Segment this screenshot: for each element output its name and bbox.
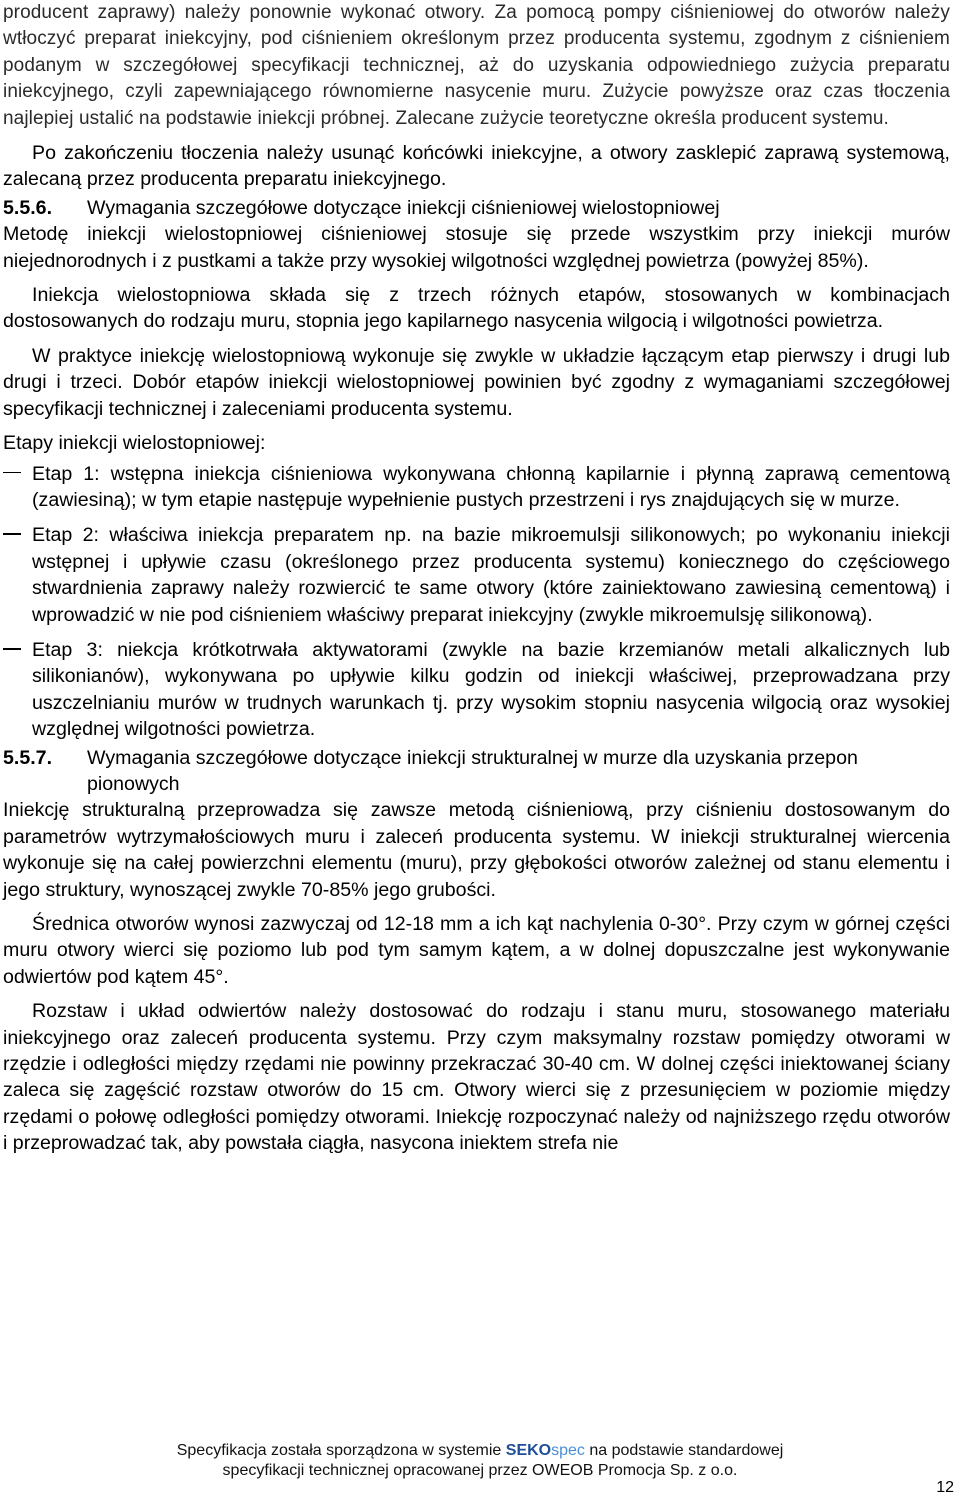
footer-line-2: specyfikacji technicznej opracowanej przez OWEOB Promocja Sp. z o.o. bbox=[222, 1462, 738, 1479]
stages-list bbox=[3, 461, 950, 743]
footer-text: Specyfikacja została sporządzona w systemie bbox=[176, 1442, 502, 1459]
list-item bbox=[3, 637, 950, 743]
stages-list-title: Etapy iniekcji wielostopniowej: bbox=[3, 432, 266, 455]
paragraph-sealing: Po zakończeniu tłoczenia należy usunąć końcówki iniekcyjne, a otwory zasklepić zaprawą systemową, zalecaną przez producenta preparatu iniekcyjnego. bbox=[3, 142, 950, 191]
section-number: 5.5.6. bbox=[3, 196, 53, 219]
section-title: Wymagania szczegółowe dotyczące iniekcji ciśnieniowej wielostopniowej bbox=[87, 196, 720, 219]
paragraph-hole-spacing: Rozstaw i układ odwiertów należy dostosować do rodzaju i stanu muru, stosowanego materiału iniekcyjnego oraz zaleceń producenta systemu. Przy czym maksymalny rozstaw pomiędzy otworami w rzędzie i odległości między rzędami nie powinny przekraczać 30-40 cm. W dolnej części iniektowanej ściany zaleca się zagęścić rozstaw otworów do 15 cm. Otwory wierci się z przesunięciem w poziomie między rzędami o połowę odległości pomiędzy otworami. Iniekcję rozpoczynać należy od najniższego rzędu otworów i przeprowadzać tak, aby powstała ciągła, nasycona iniektem strefa nie bbox=[3, 1000, 950, 1155]
dash-bullet-icon bbox=[3, 461, 32, 514]
brand-seko-logo: SEKO bbox=[505, 1442, 552, 1459]
footer-line-1 bbox=[0, 1441, 960, 1461]
dash-bullet-icon bbox=[3, 522, 32, 628]
section-heading-5-5-6 bbox=[3, 195, 950, 221]
section-title: Wymagania szczegółowe dotyczące iniekcji strukturalnej w murze dla uzyskania przepon pionowych bbox=[87, 746, 858, 795]
stage-text: Etap 1: wstępna iniekcja ciśnieniowa wykonywana chłonną kapilarnie i płynną zaprawą cementową (zawiesiną); w tym etapie następuje wypełnienie pustych przestrzeni i rys znajdujących się w murze. bbox=[32, 462, 950, 511]
stage-text: Etap 3: niekcja krótkotrwała aktywatorami (zwykle na bazie krzemianów metali alkalicznych lub silikonianów), wykonywana po upływie kilku godzin od iniekcji właściwej, przeprowadzana przy uszczelnianiu murów w trudnych warunkach tj. przy wysokim stopniu nasycenia wilgocią oraz wysokiej względnej wilgotności powietrza. bbox=[32, 638, 950, 741]
paragraph-hole-diameter: Średnica otworów wynosi zazwyczaj od 12-18 mm a ich kąt nachylenia 0-30°. Przy czym w górnej części muru otwory wierci się poziomo lub pod tym samym kątem, a w dolnej dopuszczalne jest wykonywanie odwiertów pod kątem 45°. bbox=[3, 913, 950, 988]
section-number: 5.5.7. bbox=[3, 746, 53, 769]
paragraph-stages-intro: Iniekcja wielostopniowa składa się z trzech różnych etapów, stosowanych w kombinacjach dostosowanych do rodzaju muru, stopnia jego kapilarnego nasycenia wilgocią i wilgotności powietrza. bbox=[3, 284, 950, 333]
page-number: 12 bbox=[936, 1479, 954, 1496]
paragraph-practice: W praktyce iniekcję wielostopniową wykonuje się zwykle w układzie łączącym etap pierwszy i drugi lub drugi i trzeci. Dobór etapów iniekcji wielostopniowej powinien być zgodny z wymaganiami szczegółowej specyfikacji technicznej i zaleceniami producenta systemu. bbox=[3, 344, 950, 420]
paragraph-injection-pressure: producent zaprawy) należy ponownie wykonać otwory. Za pomocą pompy ciśnieniowej do otworów należy wtłoczyć preparat iniekcyjny, pod ciśnieniem określonym przez producenta systemu, zgodnym z ciśnieniem podanym w szczegółowej specyfikacji technicznej, aż do uzyskania odpowiedniego zużycia preparatu iniekcyjnego, czyli zapewniającego równomierne nasycenie muru. Zużycie powyższe oraz czas tłoczenia najlepiej ustalić na podstawie iniekcji próbnej. Zalecane zużycie teoretyczne określa producent systemu. bbox=[3, 2, 950, 129]
page-footer bbox=[0, 1441, 960, 1481]
paragraph-structural-injection: Iniekcję strukturalną przeprowadza się zawsze metodą ciśnieniową, przy ciśnieniu dostosowanym do parametrów wytrzymałościowych muru i zaleceń producenta systemu. W iniekcji strukturalnej wiercenia wykonuje się na całej powierzchni elementu (muru), przy głębokości otworów zależnej od stanu elementu i jego struktury, wynoszącej zwykle 70-85% jego grubości. bbox=[3, 799, 950, 901]
dash-bullet-icon bbox=[3, 637, 32, 743]
stage-text: Etap 2: właściwa iniekcja preparatem np. na bazie mikroemulsji silikonowych; po wykonaniu iniekcji wstępnej i upływie czasu (określonego przez producenta systemu) koniecznego do częściowego stwardnienia zaprawy należy rozwiercić te same otwory (które zainiektowano zawiesiną cementową) i wprowadzić w nie pod ciśnieniem właściwy preparat iniekcyjny (zwykle mikroemulsję silikonową). bbox=[32, 524, 950, 626]
footer-text: na podstawie standardowej bbox=[589, 1442, 784, 1459]
list-item bbox=[3, 461, 950, 514]
paragraph-method: Metodę iniekcji wielostopniowej ciśnieniowej stosuje się przede wszystkim przy iniekcji murów niejednorodnych i z pustkami a także przy wysokiej wilgotności względnej powietrza (powyżej 85%). bbox=[3, 223, 950, 272]
section-heading-5-5-7 bbox=[3, 745, 950, 798]
list-item bbox=[3, 522, 950, 628]
brand-spec-logo: spec bbox=[551, 1442, 585, 1459]
